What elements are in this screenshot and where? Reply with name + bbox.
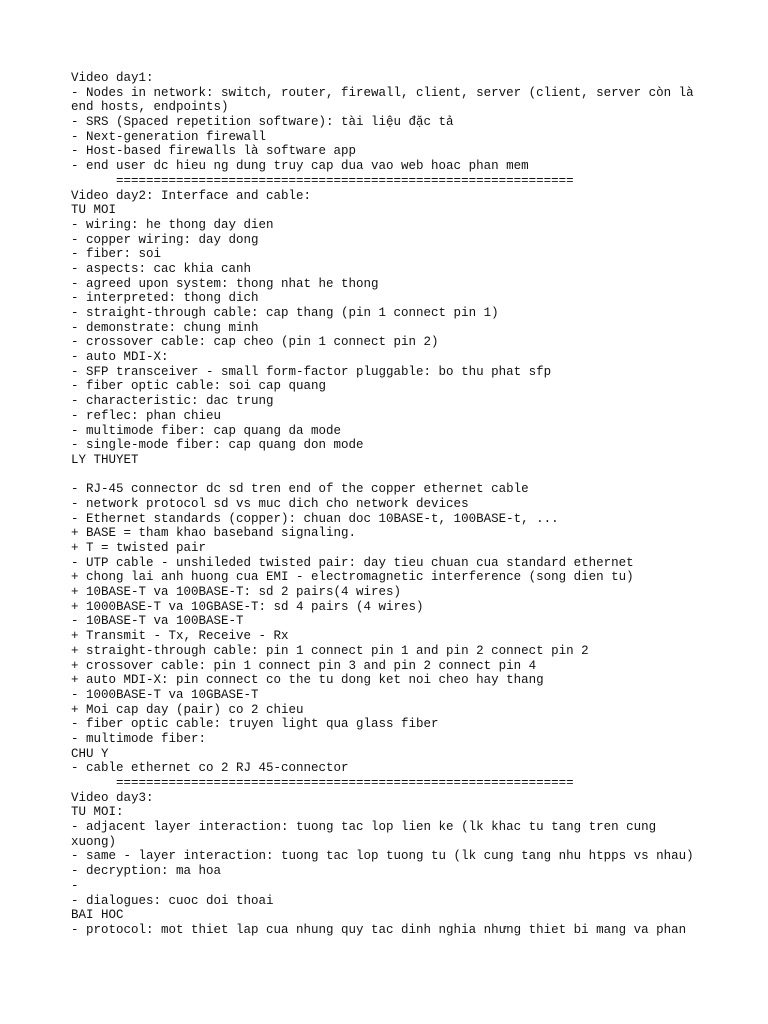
text-line: xuong) <box>71 834 117 849</box>
text-line: + BASE = tham khao baseband signaling. <box>71 526 357 541</box>
text-line: - crossover cable: cap cheo (pin 1 connect pin 2) <box>71 335 439 350</box>
text-line: CHU Y <box>71 746 109 761</box>
text-line: - reflec: phan chieu <box>71 408 222 423</box>
text-line: Video day2: Interface and cable: <box>71 188 312 203</box>
text-line: LY THUYET <box>71 452 139 467</box>
separator-line: ============================================================= <box>71 776 574 790</box>
text-line: - fiber: soi <box>71 247 162 262</box>
text-line: + Transmit - Tx, Receive - Rx <box>71 629 289 644</box>
text-line: + auto MDI-X: pin connect co the tu dong ket noi cheo hay thang <box>71 673 544 688</box>
text-line: Video day3: <box>71 790 154 805</box>
text-line: - SFP transceiver - small form-factor pluggable: bo thu phat sfp <box>71 364 552 379</box>
text-line: - multimode fiber: cap quang da mode <box>71 423 342 438</box>
text-line: + 10BASE-T va 100BASE-T: sd 2 pairs(4 wires) <box>71 585 402 600</box>
text-line: TU MOI: <box>71 805 124 820</box>
text-line: - agreed upon system: thong nhat he thong <box>71 276 379 291</box>
text-line: - Host-based firewalls là software app <box>71 144 357 159</box>
text-line: Video day1: <box>71 71 154 85</box>
text-line: - demonstrate: chung minh <box>71 320 259 335</box>
text-line: - interpreted: thong dich <box>71 291 259 306</box>
text-line: - multimode fiber: <box>71 731 207 746</box>
text-line: - 1000BASE-T va 10GBASE-T <box>71 687 259 702</box>
text-line: - copper wiring: day dong <box>71 232 259 247</box>
text-line: - RJ-45 connector dc sd tren end of the copper ethernet cable <box>71 482 529 497</box>
text-line: - single-mode fiber: cap quang don mode <box>71 438 364 453</box>
separator-line: ============================================================= <box>71 173 574 188</box>
text-line: TU MOI <box>71 203 117 218</box>
text-line: - 10BASE-T va 100BASE-T <box>71 614 244 629</box>
text-line: + Moi cap day (pair) co 2 chieu <box>71 702 304 717</box>
text-line: - wiring: he thong day dien <box>71 217 274 232</box>
text-line: - adjacent layer interaction: tuong tac lop lien ke (lk khac tu tang tren cung <box>71 820 657 835</box>
text-line: - network protocol sd vs muc dich cho network devices <box>71 496 469 511</box>
text-line: - end user dc hieu ng dung truy cap dua vao web hoac phan mem <box>71 159 529 174</box>
text-line: - aspects: cac khia canh <box>71 261 252 276</box>
text-line: + chong lai anh huong cua EMI - electromagnetic interference (song dien tu) <box>71 570 634 585</box>
text-line: - cable ethernet co 2 RJ 45-connector <box>71 761 349 776</box>
text-line: - decryption: ma hoa <box>71 864 222 879</box>
text-line: - SRS (Spaced repetition software): tài liệu đặc tả <box>71 115 454 130</box>
text-line: - Ethernet standards (copper): chuan doc 10BASE-t, 100BASE-t, ... <box>71 511 559 526</box>
text-line: - Next-generation firewall <box>71 129 267 144</box>
text-line: - auto MDI-X: <box>71 350 169 365</box>
text-line: BAI HOC <box>71 908 124 923</box>
text-line: - <box>71 878 79 893</box>
document-page <box>71 71 751 938</box>
text-line: end hosts, endpoints) <box>71 100 229 115</box>
text-line: - Nodes in network: switch, router, firewall, client, server (client, server còn là <box>71 85 694 100</box>
text-line: - straight-through cable: cap thang (pin 1 connect pin 1) <box>71 306 499 320</box>
text-line: - fiber optic cable: truyen light qua glass fiber <box>71 717 439 732</box>
text-line: - same - layer interaction: tuong tac lop tuong tu (lk cung tang nhu htpps vs nhau) <box>71 849 694 864</box>
text-line: - characteristic: dac trung <box>71 394 274 409</box>
text-line: - dialogues: cuoc doi thoai <box>71 893 274 908</box>
text-line: - fiber optic cable: soi cap quang <box>71 379 327 394</box>
text-line: + straight-through cable: pin 1 connect pin 1 and pin 2 connect pin 2 <box>71 643 589 658</box>
text-line <box>71 468 751 483</box>
text-line: + T = twisted pair <box>71 541 207 555</box>
text-line: + 1000BASE-T va 10GBASE-T: sd 4 pairs (4 wires) <box>71 599 424 614</box>
text-line: - UTP cable - unshileded twisted pair: day tieu chuan cua standard ethernet <box>71 555 634 570</box>
text-line: - protocol: mot thiet lap cua nhung quy tac dinh nghia nhưng thiet bi mang va phan <box>71 922 687 937</box>
text-line: + crossover cable: pin 1 connect pin 3 and pin 2 connect pin 4 <box>71 658 537 673</box>
